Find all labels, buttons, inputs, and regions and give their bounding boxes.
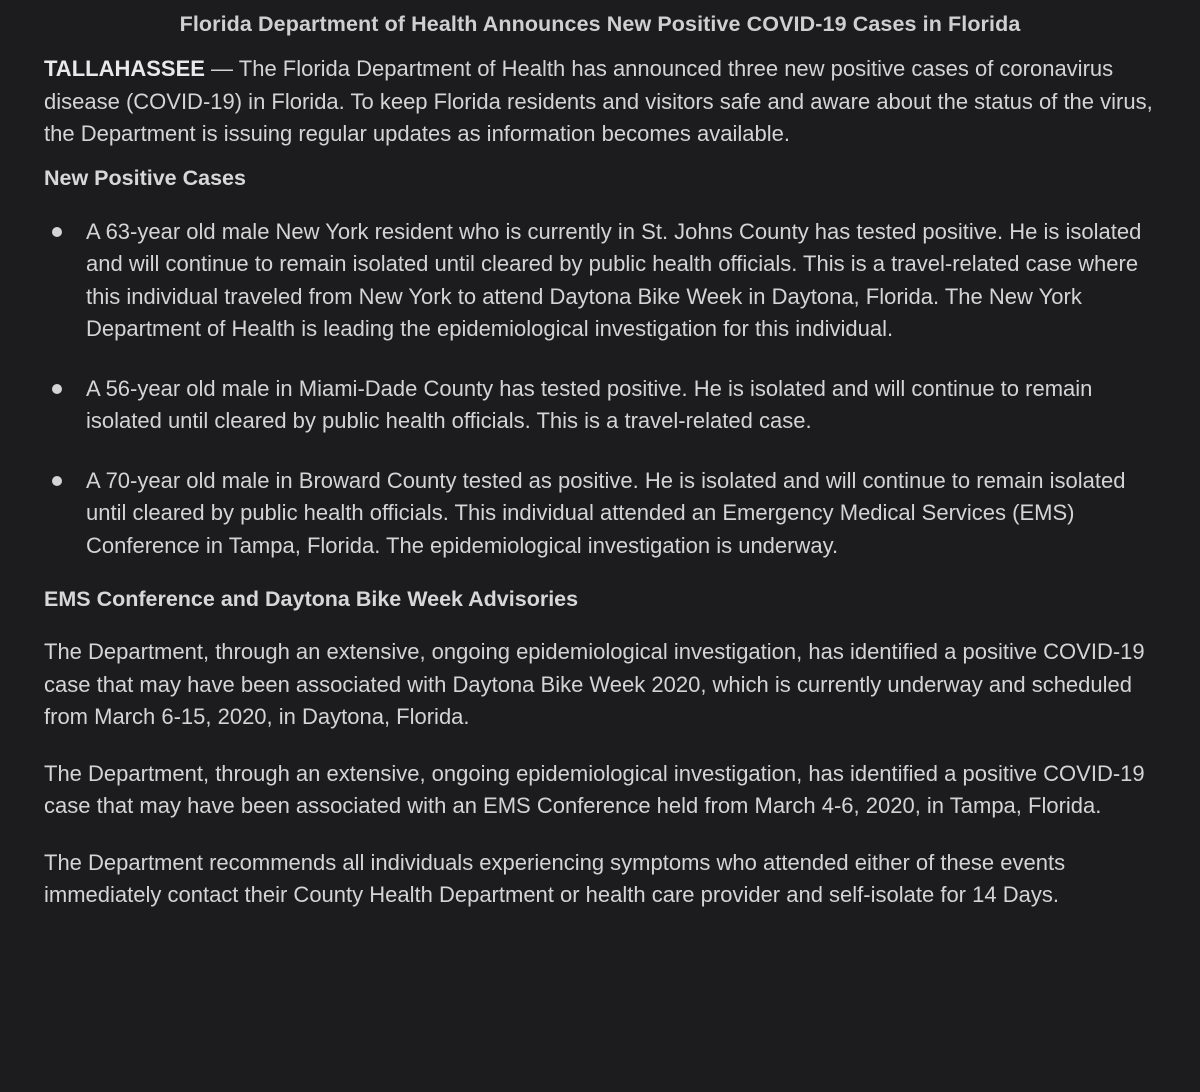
new-cases-heading: New Positive Cases	[44, 165, 246, 190]
lead-paragraph	[44, 53, 1156, 151]
advisory-paragraph: The Department, through an extensive, ongoing epidemiological investigation, has identified a positive COVID-19 case that may have been associated with an EMS Conference held from March 4-6, 2020, in Tampa, Florida.	[44, 760, 1145, 818]
page-title: Florida Department of Health Announces New Positive COVID-19 Cases in Florida	[179, 12, 1021, 36]
list-item	[44, 373, 1156, 438]
bullet-icon	[52, 384, 62, 394]
case-text: A 70-year old male in Broward County tested as positive. He is isolated and will continue to remain isolated until cleared by public health officials. This individual attended an Emergency Medical Services (EMS) Conference in Tampa, Florida. The epidemiological investigation is underway.	[86, 467, 1126, 558]
case-text: A 63-year old male New York resident who is currently in St. Johns County has tested positive. He is isolated and will continue to remain isolated until cleared by public health officials. This is a travel-related case where this individual traveled from New York to attend Daytona Bike Week in Daytona, Florida. The New York Department of Health is leading the epidemiological investigation for this individual.	[86, 218, 1142, 341]
lead-text: — The Florida Department of Health has announced three new positive cases of coronavirus disease (COVID-19) in Florida. To keep Florida residents and visitors safe and aware about the status of the virus, the Department is issuing regular updates as information becomes available.	[44, 56, 1153, 146]
case-text: A 56-year old male in Miami-Dade County has tested positive. He is isolated and will continue to remain isolated until cleared by public health officials. This is a travel-related case.	[86, 375, 1093, 433]
bullet-icon	[52, 476, 62, 486]
bullet-icon	[52, 227, 62, 237]
list-item	[44, 465, 1156, 563]
case-list	[44, 216, 1156, 563]
list-item	[44, 216, 1156, 346]
advisories-heading: EMS Conference and Daytona Bike Week Advisories	[44, 587, 579, 611]
advisory-paragraph: The Department recommends all individuals experiencing symptoms who attended either of these events immediately contact their County Health Department or health care provider and self-isolate for 14 Days.	[44, 849, 1066, 907]
advisory-paragraph: The Department, through an extensive, ongoing epidemiological investigation, has identified a positive COVID-19 case that may have been associated with Daytona Bike Week 2020, which is currently underway and scheduled from March 6-15, 2020, in Daytona, Florida.	[44, 639, 1145, 729]
dateline: TALLAHASSEE	[44, 56, 205, 81]
